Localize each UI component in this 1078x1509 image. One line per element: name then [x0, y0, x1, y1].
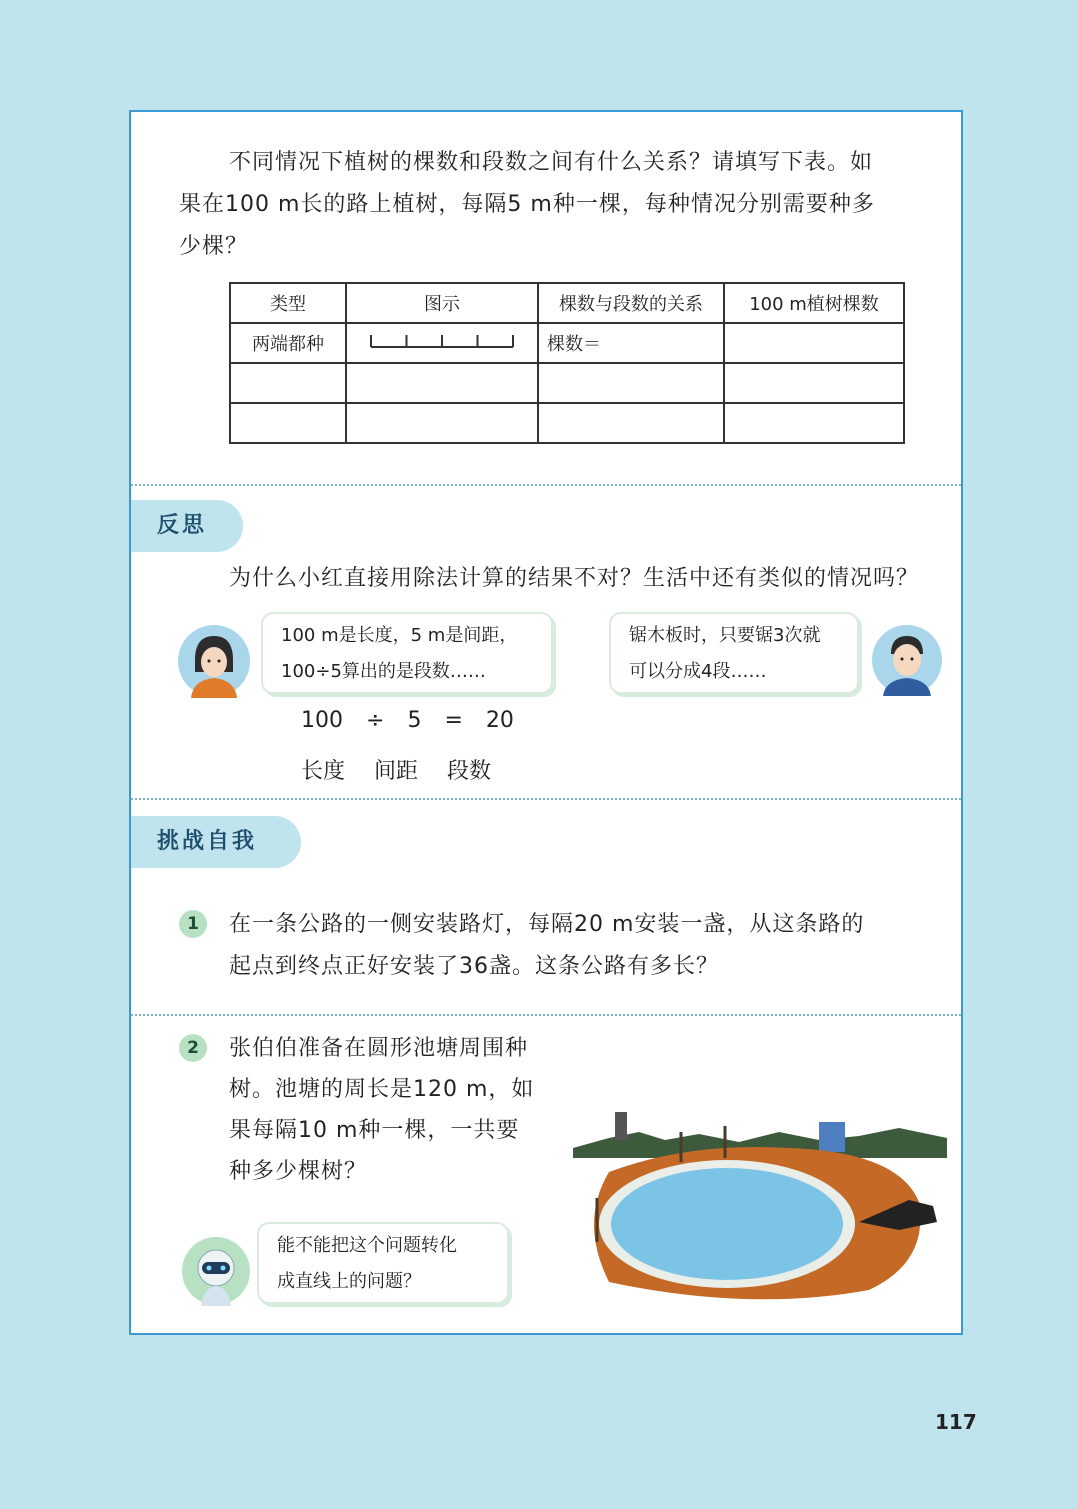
table-row — [230, 363, 904, 403]
table-header-row — [230, 283, 904, 323]
equation-op: ÷ — [366, 708, 385, 733]
segment-diagram-icon — [367, 330, 517, 352]
label-length: 长度 — [301, 759, 346, 784]
boy-bubble-line-1: 锯木板时，只要锯3次就 — [629, 625, 821, 646]
page-number: 117 — [935, 1410, 977, 1434]
girl-avatar-icon — [177, 624, 251, 698]
robot-avatar-icon — [181, 1236, 251, 1306]
girl-speech-bubble — [261, 612, 553, 694]
equation-eq: = — [444, 708, 463, 733]
textbook-page — [129, 110, 963, 1335]
table-row — [230, 323, 904, 363]
header-count: 100 m植树棵数 — [724, 283, 904, 323]
question-number-2: 2 — [179, 1034, 207, 1062]
q2-line-2: 树。池塘的周长是120 m，如 — [229, 1077, 535, 1102]
equation-b: 5 — [407, 708, 422, 733]
reflect-tab: 反思 — [131, 500, 243, 552]
equation-labels — [301, 754, 491, 785]
girl-bubble-line-1: 100 m是长度，5 m是间距， — [281, 625, 518, 646]
header-diagram: 图示 — [346, 283, 538, 323]
section-divider — [131, 1014, 961, 1016]
table-row — [230, 403, 904, 443]
equation-c: 20 — [485, 708, 514, 733]
q1-line-1: 在一条公路的一侧安装路灯，每隔20 m安装一盏，从这条路的 — [229, 912, 865, 937]
boy-speech-bubble — [609, 612, 859, 694]
row-relation: 棵数＝ — [538, 323, 724, 363]
q2-line-4: 种多少棵树？ — [229, 1159, 368, 1184]
boy-bubble-line-2: 可以分成4段…… — [629, 661, 767, 682]
q2-line-3: 果每隔10 m种一棵，一共要 — [229, 1118, 520, 1143]
section-divider — [131, 798, 961, 800]
challenge-tab: 挑战自我 — [131, 816, 301, 868]
q2-line-1: 张伯伯准备在圆形池塘周围种 — [229, 1036, 529, 1061]
intro-line-3: 少棵？ — [179, 234, 249, 259]
robot-bubble-line-2: 成直线上的问题？ — [277, 1271, 421, 1292]
intro-line-1: 不同情况下植树的棵数和段数之间有什么关系？请填写下表。如 — [229, 150, 874, 175]
robot-bubble-line-1: 能不能把这个问题转化 — [277, 1235, 457, 1256]
label-interval: 间距 — [374, 759, 419, 784]
row-type: 两端都种 — [230, 323, 346, 363]
label-segments: 段数 — [447, 759, 492, 784]
intro-line-2: 果在100 m长的路上植树，每隔5 m种一棵，每种情况分别需要种多 — [179, 192, 875, 217]
planting-table — [229, 282, 905, 444]
section-divider — [131, 484, 961, 486]
equation-a: 100 — [301, 708, 343, 733]
q1-line-2: 起点到终点正好安装了36盏。这条公路有多长？ — [229, 954, 719, 979]
question-number-1: 1 — [179, 910, 207, 938]
header-type: 类型 — [230, 283, 346, 323]
row-count — [724, 323, 904, 363]
pond-illustration — [569, 1102, 953, 1302]
robot-speech-bubble — [257, 1222, 509, 1304]
girl-bubble-line-2: 100÷5算出的是段数…… — [281, 661, 486, 682]
boy-avatar-icon — [871, 624, 943, 696]
equation — [301, 708, 514, 733]
reflect-question: 为什么小红直接用除法计算的结果不对？生活中还有类似的情况吗？ — [229, 566, 920, 591]
row-diagram — [346, 323, 538, 363]
header-relation: 棵数与段数的关系 — [538, 283, 724, 323]
